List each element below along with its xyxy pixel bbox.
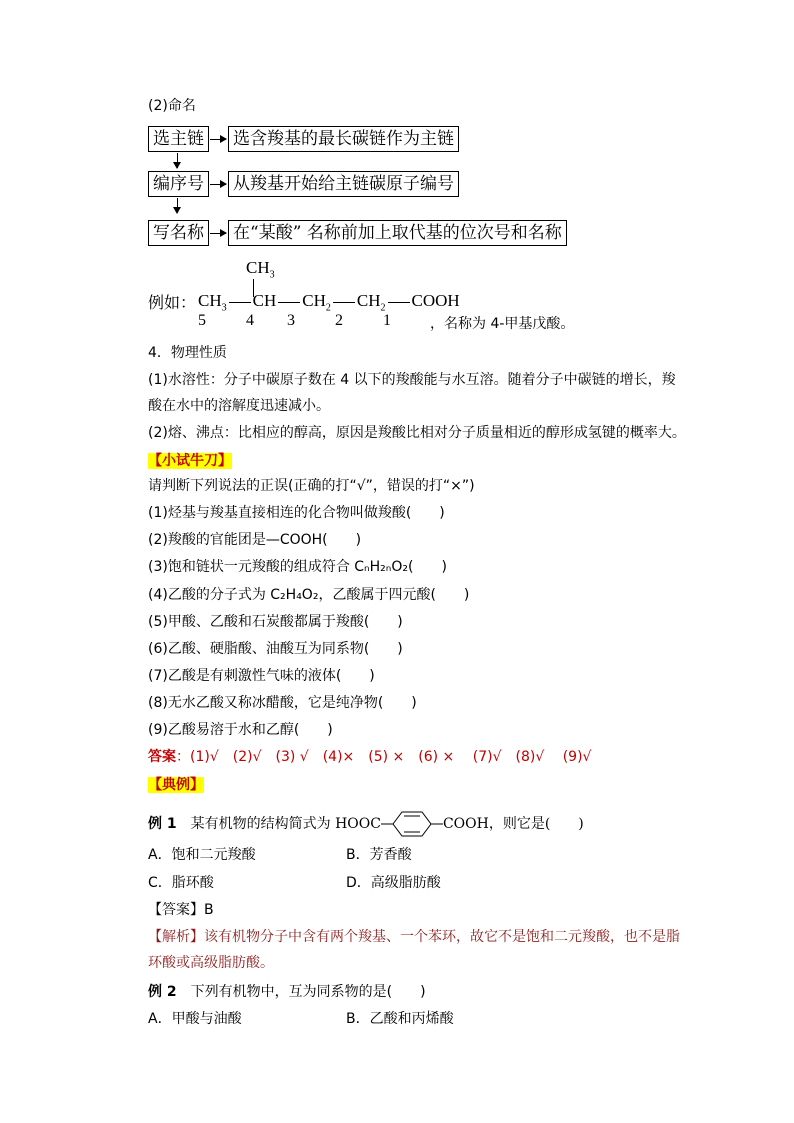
flow-step-2-desc: 从羧基开始给主链碳原子编号: [228, 171, 459, 197]
flow-step-2-label: 编序号: [148, 171, 209, 197]
quiz-item: (6)乙酸、硬脂酸、油酸互为同系物( ): [148, 641, 403, 657]
flow-step-3-label: 写名称: [148, 220, 209, 246]
quiz-item: (5)甲酸、乙酸和石炭酸都属于羧酸( ): [148, 614, 403, 630]
benzene-ring-icon: [381, 810, 443, 838]
chain-number-2: 2: [335, 312, 343, 329]
flow-step-1-desc: 选含羧基的最长碳链作为主链: [228, 126, 459, 152]
example-1-question: 例 1 某有机物的结构简式为 HOOC COOH，则它是( ): [148, 810, 584, 838]
arrow-down-icon: [177, 198, 178, 213]
example-suffix: ，名称为 4-甲基戊酸。: [430, 316, 575, 332]
example-1-analysis-line1: 【解析】该有机物分子中含有两个羧基、一个苯环，故它不是饱和二元羧酸，也不是脂: [148, 929, 680, 945]
formula-branch: $CH_3$: [246, 258, 275, 281]
example-2-option-a: A．甲酸与油酸: [148, 1011, 242, 1027]
example-2-label: 例 2: [148, 984, 177, 1000]
example-1-option-a: A．饱和二元羧酸: [148, 847, 256, 863]
physical-heading: 4．物理性质: [148, 345, 227, 361]
formula-main-chain: $CH_3$ CH $CH_2$ $CH_2$ COOH: [198, 291, 460, 314]
chain-number-1: 1: [383, 312, 391, 329]
example-1-option-c: C．脂环酸: [148, 875, 214, 891]
quiz-answer: 答案：(1)√ (2)√ (3) √ (4)× (5) × (6) × (7)√ (8)√ (9)√: [148, 749, 592, 765]
example-1-label: 例 1: [148, 816, 177, 832]
example-1-option-d: D．高级脂肪酸: [346, 875, 441, 891]
example-1-analysis-line2: 环酸或高级脂肪酸。: [148, 955, 274, 971]
physical-p1-line2: 酸在水中的溶解度迅速减小。: [148, 398, 330, 414]
example-2-question: 例 2 下列有机物中，互为同系物的是( ): [148, 984, 426, 1000]
flow-step-1-label: 选主链: [148, 126, 209, 152]
example-2-option-b: B．乙酸和丙烯酸: [346, 1011, 454, 1027]
arrow-right-icon: [210, 184, 226, 185]
arrow-down-icon: [177, 153, 178, 168]
physical-p2: (2)熔、沸点：比相应的醇高，原因是羧酸比相对分子质量相近的醇形成氢键的概率大。: [148, 425, 686, 441]
example-prefix: 例如：: [148, 293, 197, 312]
flow-step-3-desc: 在“某酸” 名称前加上取代基的位次号和名称: [228, 220, 567, 246]
example-1-option-b: B．芳香酸: [346, 847, 412, 863]
quiz-item: (1)烃基与羧基直接相连的化合物叫做羧酸( ): [148, 505, 445, 521]
arrow-right-icon: [210, 139, 226, 140]
quiz-item: (4)乙酸的分子式为 C₂H₄O₂，乙酸属于四元酸( ): [148, 587, 470, 603]
naming-heading: (2)命名: [148, 98, 196, 114]
arrow-right-icon: [210, 233, 226, 234]
examples-title: 【典例】: [148, 777, 204, 793]
quiz-instruction: 请判断下列说法的正误(正确的打“√”，错误的打“×”): [148, 478, 475, 494]
chain-number-5: 5: [198, 312, 206, 329]
chain-number-4: 4: [246, 312, 254, 329]
quiz-item: (2)羧酸的官能团是—COOH( ): [148, 532, 362, 548]
quiz-item: (3)饱和链状一元羧酸的组成符合 CₙH₂ₙO₂( ): [148, 559, 447, 575]
quiz-item: (9)乙酸易溶于水和乙醇( ): [148, 722, 333, 738]
physical-p1-line1: (1)水溶性：分子中碳原子数在 4 以下的羧酸能与水互溶。随着分子中碳链的增长，羧: [148, 372, 676, 388]
quiz-item: (7)乙酸是有刺激性气味的液体( ): [148, 668, 375, 684]
example-1-answer: 【答案】B: [148, 902, 214, 918]
quiz-item: (8)无水乙酸又称冰醋酸，它是纯净物( ): [148, 695, 417, 711]
chain-number-3: 3: [287, 312, 295, 329]
quiz-title: 【小试牛刀】: [148, 453, 232, 469]
